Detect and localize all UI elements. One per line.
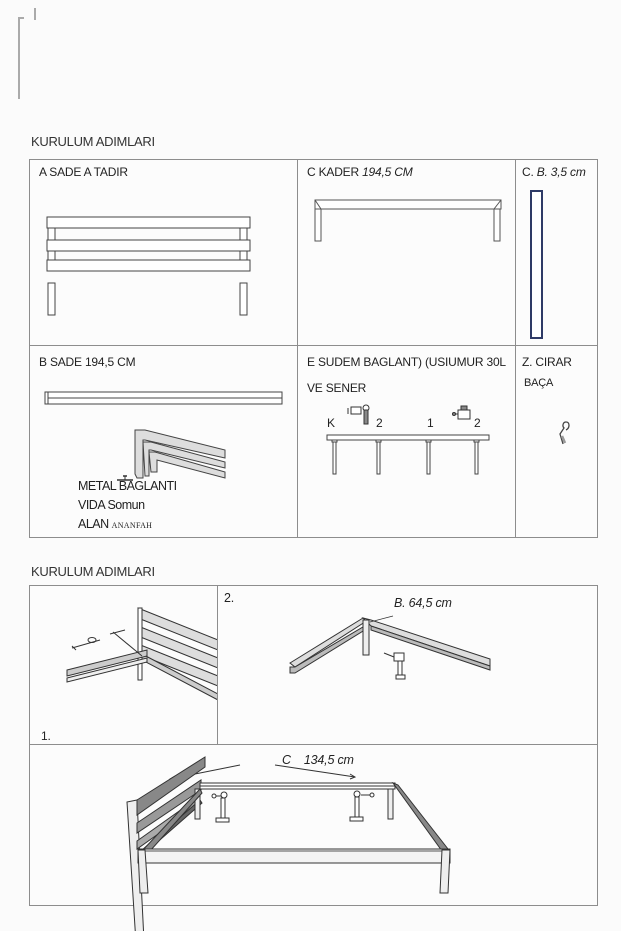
legend-area: ALAN ANANFAH — [78, 517, 153, 531]
marker-2b: 2 — [474, 416, 481, 430]
legend-screw-nut: VIDA Somun — [78, 498, 145, 512]
panel-part-c-frame — [297, 159, 516, 346]
part-z-label-line2: BAÇA — [524, 377, 554, 389]
part-c-slat-label: C. B. 3,5 cm — [522, 165, 586, 179]
part-z-label-line1: Z. CIRAR — [522, 355, 572, 369]
step3-full-bed-frame-drawing — [30, 745, 599, 907]
crop-mark-vertical — [18, 17, 20, 99]
hardware-legend — [78, 477, 177, 535]
panel-step-2 — [217, 585, 598, 745]
panel-part-c-slat — [515, 159, 598, 346]
panel-part-a — [29, 159, 298, 346]
leg-beam-drawing — [326, 434, 526, 479]
step2-frame-corner-drawing — [218, 586, 598, 696]
panel-part-z — [515, 345, 598, 538]
panel-step-1 — [29, 585, 218, 745]
step1-headboard-rail-drawing — [30, 586, 220, 706]
frame-rail-drawing — [313, 198, 503, 243]
crop-mark-tick — [34, 8, 36, 20]
part-b-label: B SADE 194,5 CM — [39, 355, 136, 369]
step-1-number: 1. — [41, 729, 51, 743]
section-title-steps: KURULUM ADIMLARI — [31, 564, 155, 579]
panel-part-e — [297, 345, 516, 538]
part-c-frame-label: C KADER 194,5 CM — [307, 165, 413, 179]
panel-part-b — [29, 345, 298, 538]
panel-step-3 — [29, 744, 598, 906]
step-3-dimension: C 134,5 cm — [282, 753, 354, 767]
hook-icon — [556, 420, 572, 446]
crop-mark-horizontal — [18, 17, 24, 19]
drill-bit-icon — [450, 404, 474, 424]
side-rail-drawing — [44, 391, 284, 405]
marker-1: 1 — [427, 416, 434, 430]
step-2-number: 2. — [224, 591, 235, 605]
part-a-label: A SADE A TADIR — [39, 165, 128, 179]
part-e-label-line2: VE SENER — [307, 381, 367, 395]
section-title-parts: KURULUM ADIMLARI — [31, 134, 155, 149]
legend-metal-connector: METAL BAGLANTI — [78, 479, 177, 493]
step-2-dimension: B. 64,5 cm — [394, 596, 452, 610]
bolt-icon — [346, 404, 372, 426]
headboard-drawing — [45, 215, 255, 315]
marker-k: K — [327, 416, 335, 430]
slat-drawing — [530, 190, 543, 339]
marker-2a: 2 — [376, 416, 383, 430]
part-e-label-line1: E SUDEM BAGLANT) (USIUMUR 30L — [307, 355, 506, 369]
